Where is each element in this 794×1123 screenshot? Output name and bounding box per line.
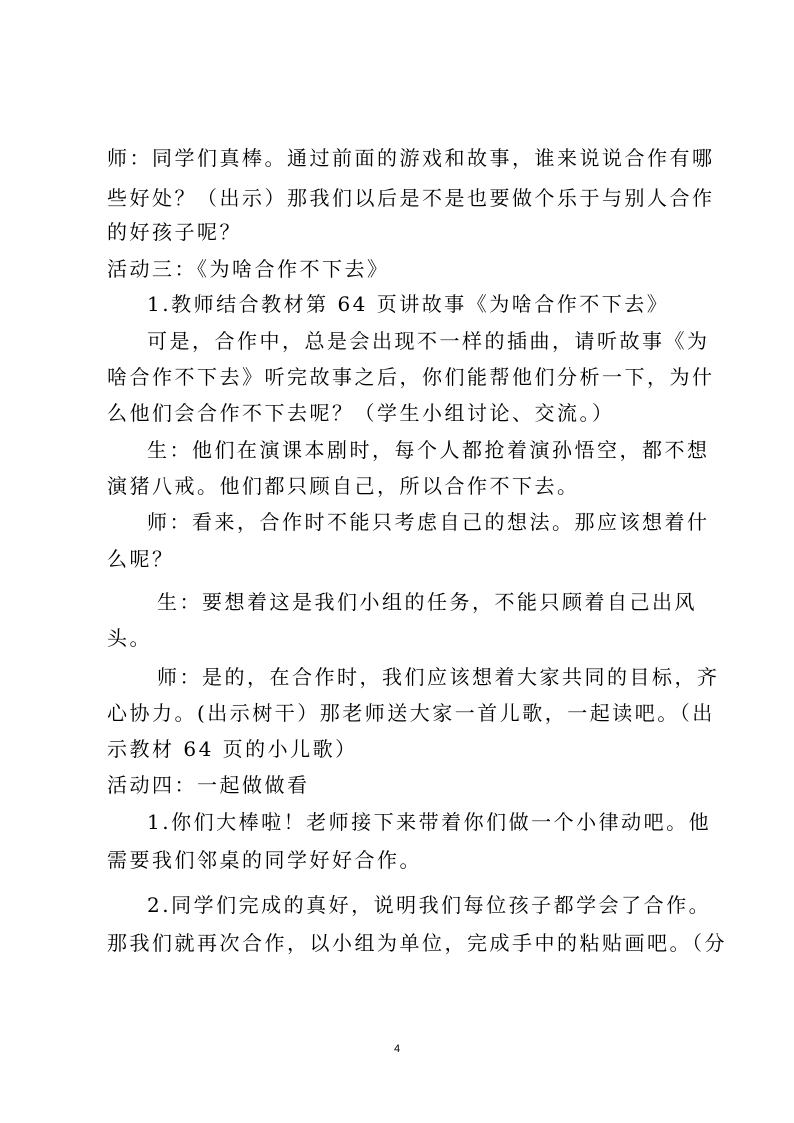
text-line: 需要我们邻桌的同学好好合作。 bbox=[107, 848, 422, 872]
text-line: 心协力。(出示树干）那老师送大家一首儿歌，一起读吧。（出 bbox=[107, 701, 715, 725]
text-line: 的好孩子呢？ bbox=[107, 220, 242, 244]
text-line: 生：他们在演课本剧时，每个人都抢着演孙悟空，都不想 bbox=[147, 438, 710, 462]
text-line: 生：要想着这是我们小组的任务，不能只顾着自己出风 bbox=[157, 590, 697, 614]
text-line: 么呢？ bbox=[107, 547, 175, 571]
text-line: 些好处？（出示）那我们以后是不是也要做个乐于与别人合作 bbox=[107, 186, 715, 210]
text-line: 么他们会合作不下去呢？（学生小组讨论、交流。） bbox=[107, 401, 615, 425]
text-line: 示教材 64 页的小儿歌） bbox=[107, 737, 358, 761]
text-line: 那我们就再次合作，以小组为单位，完成手中的粘贴画吧。（分 bbox=[107, 931, 727, 955]
text-line: 1.教师结合教材第 64 页讲故事《为啥合作不下去》 bbox=[147, 292, 670, 316]
text-line: 啥合作不下去》听完故事之后，你们能帮他们分析一下，为什 bbox=[107, 365, 715, 389]
text-line: 师：同学们真棒。通过前面的游戏和故事，谁来说说合作有哪 bbox=[107, 146, 715, 170]
section-heading: 活动四：一起做做看 bbox=[107, 773, 310, 797]
page-number: 4 bbox=[393, 1043, 401, 1055]
section-heading: 活动三：《为啥合作不下去》 bbox=[107, 257, 390, 281]
text-line: 2.同学们完成的真好，说明我们每位孩子都学会了合作。 bbox=[147, 893, 712, 917]
text-line: 1.你们大棒啦！老师接下来带着你们做一个小律动吧。他 bbox=[147, 810, 712, 834]
text-line: 师：是的，在合作时，我们应该想着大家共同的目标，齐 bbox=[157, 665, 720, 689]
text-line: 可是，合作中，总是会出现不一样的插曲，请听故事《为 bbox=[147, 329, 710, 353]
text-line: 头。 bbox=[107, 626, 152, 650]
text-line: 演猪八戒。他们都只顾自己，所以合作不下去。 bbox=[107, 474, 580, 498]
text-line: 师：看来，合作时不能只考虑自己的想法。那应该想着什 bbox=[147, 510, 710, 534]
